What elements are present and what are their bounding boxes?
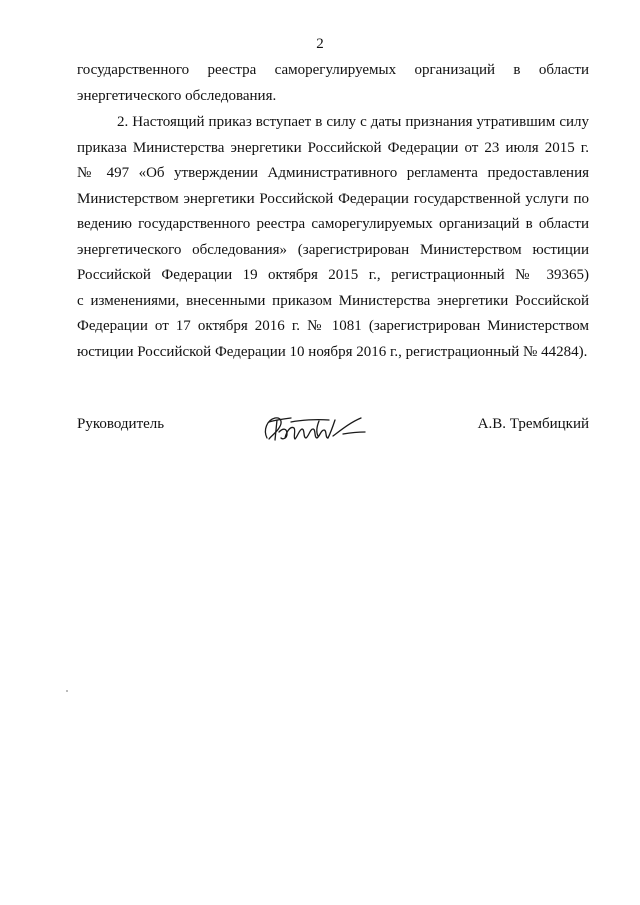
paragraph-line: 2. Настоящий приказ вступает в силу с даты признания утратившим силу bbox=[117, 114, 589, 130]
paragraph-2 bbox=[77, 110, 589, 365]
paragraph-line: Федерации от 17 октября 2016 г. № 1081 (зарегистрирован Министерством bbox=[77, 318, 589, 334]
scan-speck bbox=[66, 690, 68, 692]
signatory-title: Руководитель bbox=[77, 416, 165, 432]
paragraph-line: юстиции Российской Федерации 10 ноября 2016 г., регистрационный № 44284). bbox=[77, 343, 588, 360]
signature-block bbox=[77, 408, 589, 458]
paragraph-line: энергетического обследования» (зарегистрирован Министерством юстиции bbox=[77, 241, 589, 258]
paragraph-line: энергетического обследования. bbox=[77, 87, 277, 104]
paragraph-line: Российской Федерации 19 октября 2015 г., регистрационный № 39365) bbox=[77, 267, 589, 283]
paragraph-line: ведению государственного реестра саморегулируемых организаций в области bbox=[77, 216, 589, 232]
handwritten-signature bbox=[261, 408, 371, 450]
paragraph-1 bbox=[77, 58, 589, 109]
paragraph-line: приказа Министерства энергетики Российской Федерации от 23 июля 2015 г. bbox=[77, 139, 589, 156]
paragraph-line: государственного реестра саморегулируемых организаций в области bbox=[77, 62, 589, 78]
paragraph-line: № 497 «Об утверждении Административного регламента предоставления bbox=[77, 165, 589, 181]
page-number: 2 bbox=[316, 36, 324, 52]
signatory-name: А.В. Трембицкий bbox=[477, 416, 589, 432]
paragraph-line: Министерством энергетики Российской Федерации государственной услуги по bbox=[77, 190, 589, 207]
paragraph-line: с изменениями, внесенными приказом Министерства энергетики Российской bbox=[77, 292, 589, 309]
